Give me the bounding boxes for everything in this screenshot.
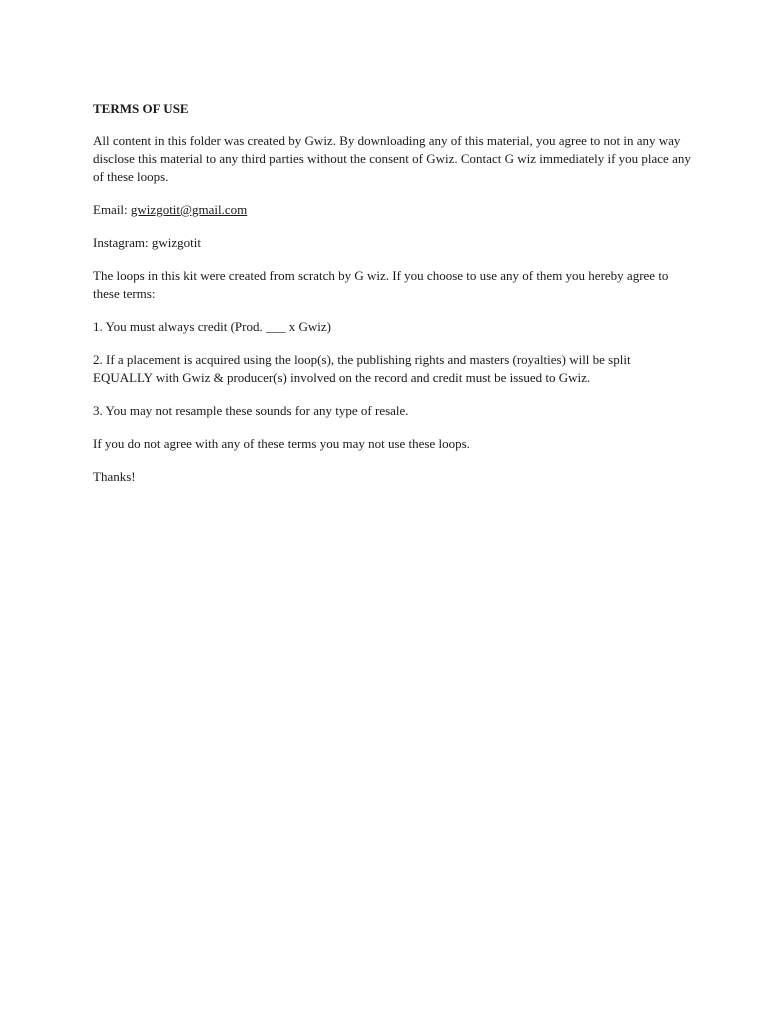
email-link[interactable]: gwizgotit@gmail.com xyxy=(130,202,248,217)
email-label: Email: xyxy=(93,202,131,217)
term-1: 1. You must always credit (Prod. ___ x Gwiz) xyxy=(93,319,331,334)
disagree-paragraph: If you do not agree with any of these terms you may not use these loops. xyxy=(93,436,470,451)
intro-paragraph: All content in this folder was created by Gwiz. By downloading any of this material, you agree to not in any way disclose this material to any third parties without the consent of Gwiz. Contact G wiz immediately if you place any of these loops. xyxy=(93,133,691,184)
term-3: 3. You may not resample these sounds for any type of resale. xyxy=(93,403,409,418)
email-line xyxy=(93,201,693,219)
thanks-line: Thanks! xyxy=(93,469,136,484)
loops-intro-paragraph: The loops in this kit were created from scratch by G wiz. If you choose to use any of them you hereby agree to these terms: xyxy=(93,268,669,301)
instagram-line: Instagram: gwizgotit xyxy=(93,235,201,250)
document-title: TERMS OF USE xyxy=(93,101,189,116)
term-2: 2. If a placement is acquired using the loop(s), the publishing rights and masters (royalties) will be split EQUALLY with Gwiz & producer(s) involved on the record and credit must be issued to Gwiz. xyxy=(93,352,631,385)
document-page xyxy=(93,100,693,501)
